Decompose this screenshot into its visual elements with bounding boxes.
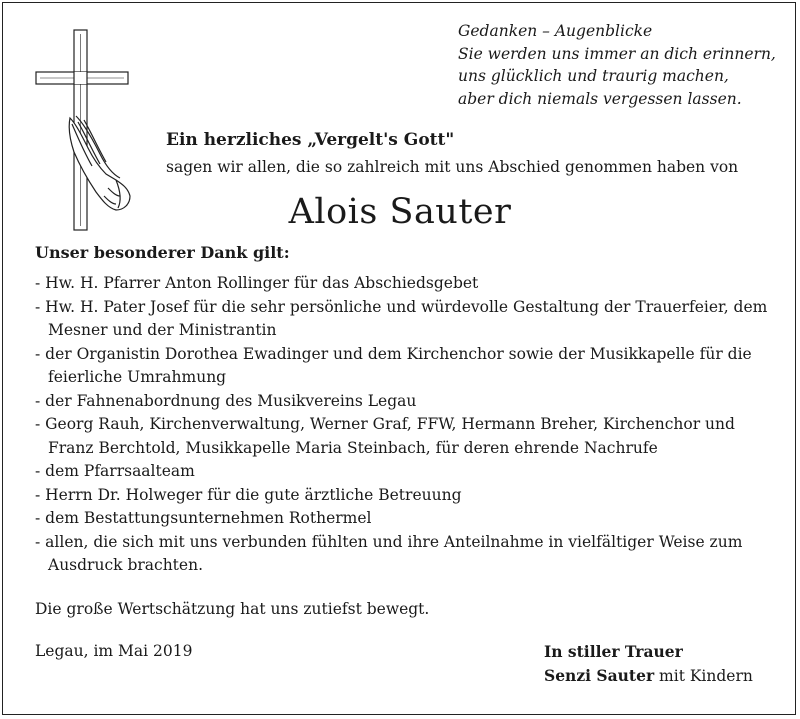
closing-sentence: Die große Wertschätzung hat uns zutiefst bewegt. [35,600,430,618]
thanks-heading: Unser besonderer Dank gilt: [35,243,290,262]
thanks-title: Ein herzliches „Vergelt's Gott" [166,130,455,150]
list-item: - Herrn Dr. Holweger für die gute ärztliche Betreuung [35,485,462,504]
thanks-subtitle: sagen wir allen, die so zahlreich mit uns Abschied genommen haben von [166,158,739,176]
mourning-line: In stiller Trauer [544,642,683,661]
poem-line: uns glücklich und traurig machen, [458,67,729,85]
poem-line: Sie werden uns immer an dich erinnern, [458,44,776,63]
poem [458,20,776,110]
place-date: Legau, im Mai 2019 [35,642,193,660]
list-item: - dem Bestattungsunternehmen Rothermel [35,509,372,527]
list-item: - der Fahnenabordnung des Musikvereins Legau [35,391,417,410]
signature-name: Senzi Sauter [544,666,655,685]
poem-line: Gedanken – Augenblicke [458,22,653,40]
thanks-list [35,272,770,578]
signature [544,666,753,685]
list-item: - allen, die sich mit uns verbunden fühlten und ihre Anteilnahme in vielfältiger Weise zum Ausdruck brachten. [35,532,743,574]
list-item: - dem Pfarrsaalteam [35,462,195,480]
list-item: - Georg Rauh, Kirchenverwaltung, Werner Graf, FFW, Hermann Breher, Kirchenchor und Franz Berchtold, Musikkapelle Maria Steinbach, für deren ehrende Nachrufe [35,415,735,457]
signature-suffix: mit Kindern [654,667,753,685]
list-item: - der Organistin Dorothea Ewadinger und dem Kirchenchor sowie der Musikkapelle für die feierliche Umrahmung [35,344,752,386]
list-item: - Hw. H. Pfarrer Anton Rollinger für das Abschiedsgebet [35,274,479,292]
poem-line: aber dich niemals vergessen lassen. [458,89,742,108]
deceased-name: Alois Sauter [288,192,512,232]
list-item: - Hw. H. Pater Josef für die sehr persönliche und würdevolle Gestaltung der Trauerfeier, dem Mesner und der Ministrantin [35,297,768,339]
